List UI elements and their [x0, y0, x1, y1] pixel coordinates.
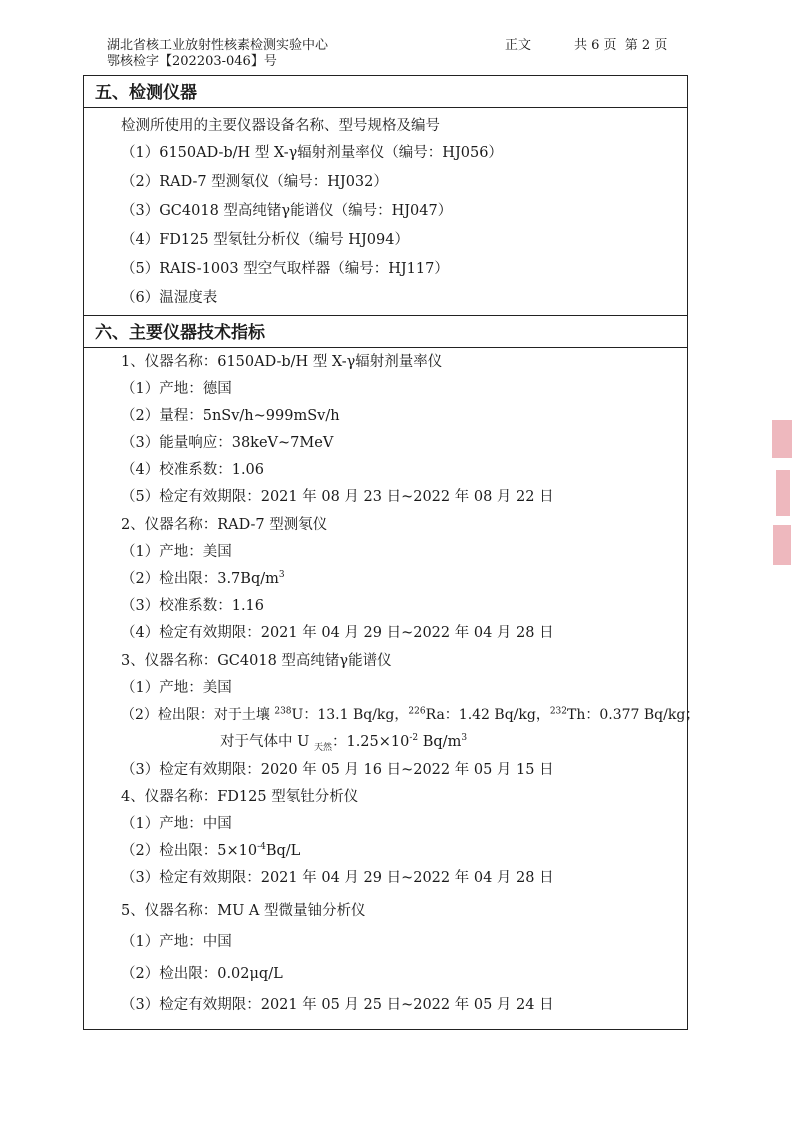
spec-detection-limit: （2）检出限：对于土壤 $^{238}$U：13.1 Bq/kg，$^{226}$Ra：1.42 Bq/kg，$^{232}$Th：0.377 Bq/kg； — [121, 706, 700, 723]
section6-title: 六、主要仪器技术指标 — [95, 323, 265, 343]
document-number: 鄂核检字【202203-046】号 — [107, 54, 277, 69]
spec-validity: （3）检定有效期限：2021 年 04 月 29 日~2022 年 04 月 28 日 — [121, 870, 554, 886]
document-kind: 正文 — [505, 38, 532, 53]
spec-validity: （5）检定有效期限：2021 年 08 月 23 日~2022 年 08 月 22 日 — [121, 489, 554, 505]
spec-detection-limit: （2）检出限：$3.7Bq/m^3$ — [121, 570, 285, 587]
instrument-name: 4、仪器名称：FD125 型氡钍分析仪 — [121, 789, 359, 805]
instrument-name: 1、仪器名称：6150AD-b/H 型 X-γ辐射剂量率仪 — [121, 354, 443, 370]
instrument-list-item: （3）GC4018 型高纯锗γ能谱仪（编号：HJ047） — [121, 203, 453, 219]
spec-origin: （1）产地：中国 — [121, 934, 232, 950]
content-frame — [83, 75, 700, 1030]
section5-intro: 检测所使用的主要仪器设备名称、型号规格及编号 — [121, 118, 440, 134]
instrument-list-item: （4）FD125 型氡钍分析仪（编号 HJ094） — [121, 232, 409, 248]
spec-origin: （1）产地：中国 — [121, 816, 232, 832]
org-name: 湖北省核工业放射性核素检测实验中心 — [107, 38, 329, 53]
instrument-list-item: （5）RAIS-1003 型空气取样器（编号：HJ117） — [121, 261, 449, 277]
spec-validity: （3）检定有效期限：2020 年 05 月 16 日~2022 年 05 月 15 日 — [121, 762, 554, 778]
instrument-name: 2、仪器名称：RAD-7 型测氡仪 — [121, 517, 328, 533]
spec-energy-response: （3）能量响应：38keV~7MeV — [121, 435, 334, 451]
spec-detection-limit: （2）检出限：$5\times 10^{-4}Bq/L$ — [121, 842, 301, 859]
spec-range: （2）量程：5nSv/h~999mSv/h — [121, 408, 340, 424]
page-info: 共 6 页 第 2 页 — [574, 38, 668, 53]
spec-origin: （1）产地：美国 — [121, 680, 232, 696]
section5-title: 五、检测仪器 — [95, 83, 197, 103]
spec-origin: （1）产地：德国 — [121, 381, 232, 397]
spec-validity: （3）检定有效期限：2021 年 05 月 25 日~2022 年 05 月 24 日 — [121, 997, 554, 1013]
spec-origin: （1）产地：美国 — [121, 544, 232, 560]
instrument-list-item: （1）6150AD-b/H 型 X-γ辐射剂量率仪（编号：HJ056） — [121, 145, 503, 161]
instrument-list-item: （6）温湿度表 — [121, 290, 218, 306]
instrument-name: 3、仪器名称：GC4018 型高纯锗γ能谱仪 — [121, 653, 392, 669]
section6-header — [84, 315, 687, 348]
spec-calibration: （3）校准系数：1.16 — [121, 598, 265, 614]
instrument-name: 5、仪器名称：MU A 型微量铀分析仪 — [121, 903, 366, 919]
spec-detection-limit-gas: 对于气体中 U $_{天然}$：$1.25\times 10^{-2}$ $Bq/m^3$ — [220, 733, 468, 753]
spec-validity: （4）检定有效期限：2021 年 04 月 29 日~2022 年 04 月 28 日 — [121, 625, 554, 641]
section5-header — [84, 76, 687, 108]
spec-calibration: （4）校准系数：1.06 — [121, 462, 265, 478]
instrument-list-item: （2）RAD-7 型测氡仪（编号：HJ032） — [121, 174, 388, 190]
spec-detection-limit: （2）检出限：0.02μq/L — [121, 966, 283, 982]
